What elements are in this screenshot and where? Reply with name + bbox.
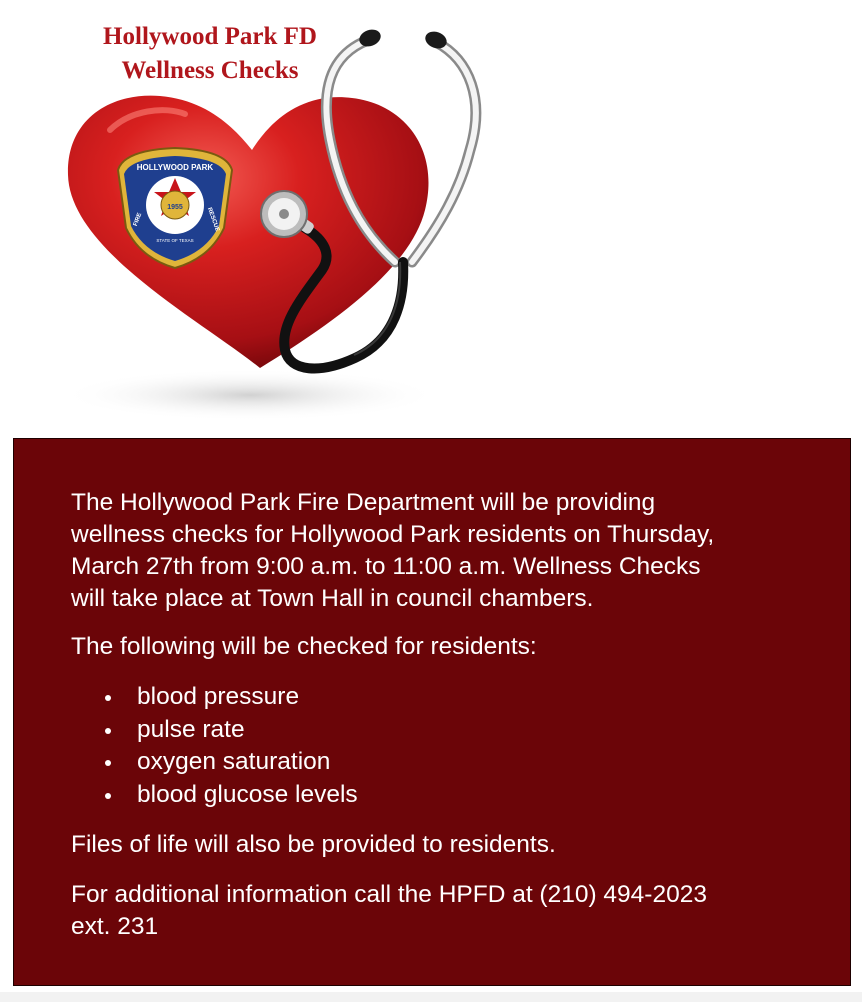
intro-line: wellness checks for Hollywood Park residents on Thursday, xyxy=(71,521,715,548)
svg-text:FIRE: FIRE xyxy=(132,212,144,228)
list-item: oxygen saturation xyxy=(137,746,830,779)
wellness-notice xyxy=(13,438,851,986)
intro-line: The Hollywood Park Fire Department will be providing xyxy=(71,489,656,516)
intro-line: March 27th from 9:00 a.m. to 11:00 a.m. Wellness Checks xyxy=(71,553,701,580)
files-note: Files of life will also be provided to residents. xyxy=(71,831,556,858)
bottom-divider xyxy=(0,992,862,1002)
checks-heading: The following will be checked for residents: xyxy=(71,633,537,660)
list-item: blood glucose levels xyxy=(137,779,830,812)
intro-line: will take place at Town Hall in council chambers. xyxy=(71,585,594,612)
wellness-headline xyxy=(60,20,360,88)
contact-line: For additional information call the HPFD at (210) 494-2023 xyxy=(71,881,707,908)
contact-extension: ext. 231 xyxy=(71,913,159,940)
headline-line-1: Hollywood Park FD xyxy=(103,23,317,50)
svg-text:HOLLYWOOD PARK: HOLLYWOOD PARK xyxy=(136,163,214,172)
checks-list xyxy=(71,681,830,811)
svg-text:STATE OF TEXAS: STATE OF TEXAS xyxy=(156,238,194,243)
list-item: pulse rate xyxy=(137,714,830,747)
headline-line-2: Wellness Checks xyxy=(121,57,299,84)
svg-text:RESCUE: RESCUE xyxy=(205,206,221,233)
svg-text:1955: 1955 xyxy=(167,204,183,211)
wellness-graphic xyxy=(0,0,862,430)
intro-paragraph xyxy=(71,487,830,615)
contact-info xyxy=(71,879,830,943)
list-item: blood pressure xyxy=(137,681,830,714)
floor-shadow xyxy=(60,369,440,421)
